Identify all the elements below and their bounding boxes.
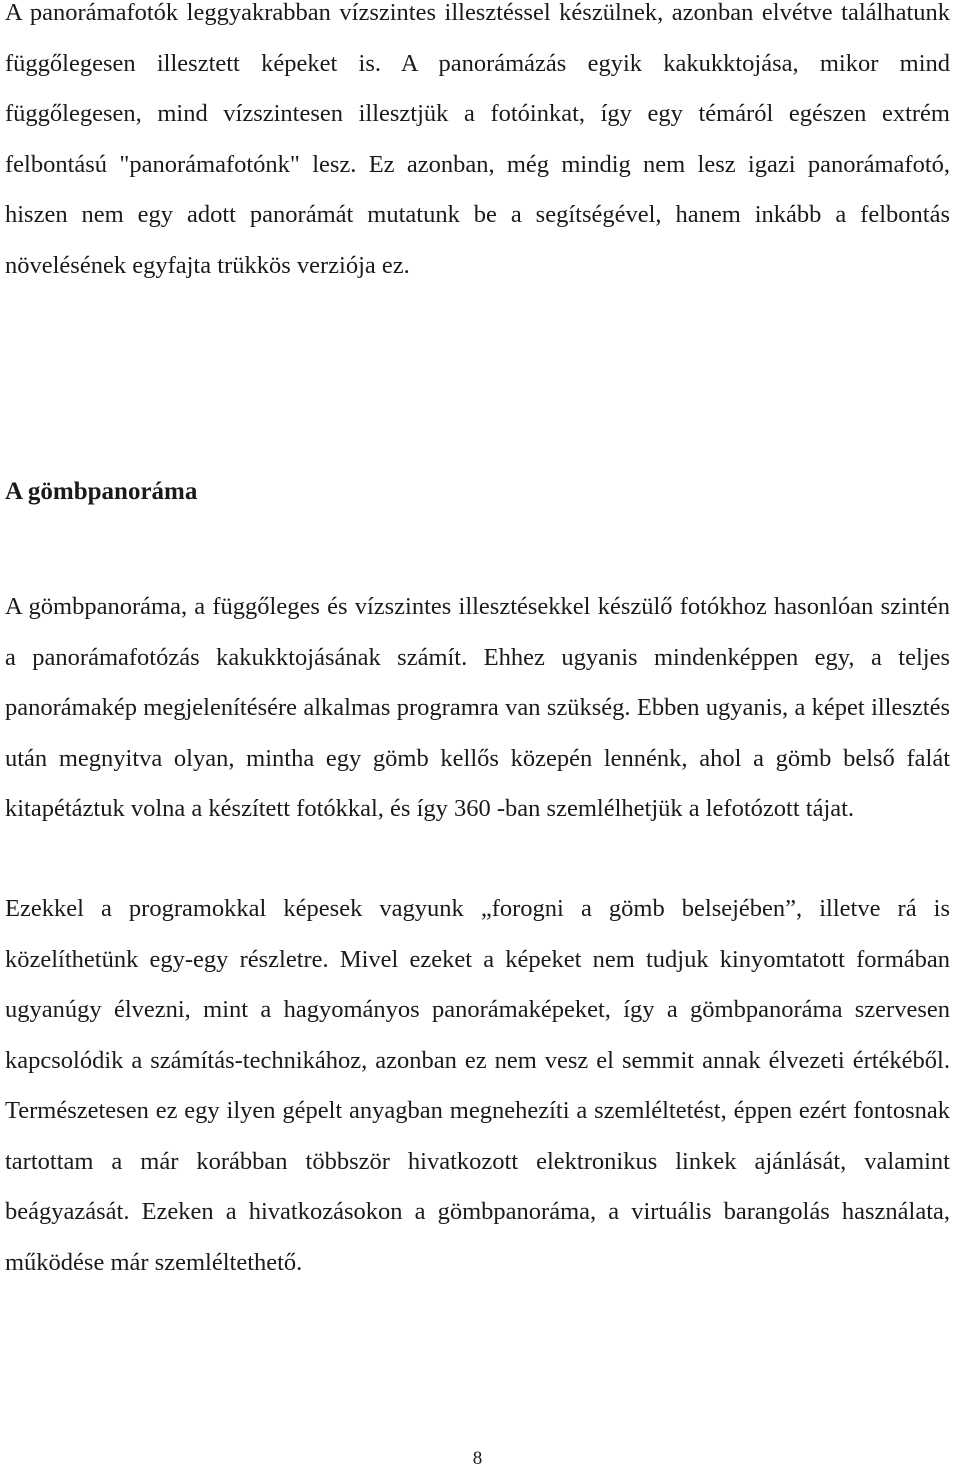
intro-paragraph: A panorámafotók leggyakrabban vízszintes illesztéssel készülnek, azonban elvétve találhatunk függőlegesen illesztett képeket is. A panorámázás egyik kakukktojása, mikor mind függőlegesen, mind vízszintesen illesztjük a fotóinkat, így egy témáról egészen extrém felbontású "panorámafotónk" lesz. Ez azonban, még mindig nem lesz igazi panorámafotó, hiszen nem egy adott panorámát mutatunk be a segítségével, hanem inkább a felbontás növelésének egyfajta trükkös verziója ez. <box>5 0 950 279</box>
section-heading: A gömbpanoráma <box>5 478 198 505</box>
page-number: 8 <box>472 1448 483 1469</box>
programs-paragraph: Ezekkel a programokkal képesek vagyunk „forogni a gömb belsejében”, illetve rá is közelíthetünk egy-egy részletre. Mivel ezeket a képeket nem tudjuk kinyomtatott formában ugyanúgy élvezni, mint a hagyományos panorámaképeket, így a gömbpanoráma szervesen kapcsolódik a számítás-technikához, azonban ez nem vesz el semmit annak élvezeti értékéből. Természetesen ez egy ilyen gépelt anyagban megnehezíti a szemléltetést, éppen ezért fontosnak tartottam a már korábban többször hivatkozott elektronikus linkek ajánlását, valamint beágyazását. Ezeken a hivatkozásokon a gömbpanoráma, a virtuális barangolás használata, működése már szemléltethető. <box>5 895 950 1276</box>
gombpanorama-paragraph: A gömbpanoráma, a függőleges és vízszintes illesztésekkel készülő fotókhoz hasonlóan szintén a panorámafotózás kakukktojásának számít. Ehhez ugyanis mindenképpen egy, a teljes panorámakép megjelenítésére alkalmas programra van szükség. Ebben ugyanis, a képet illesztés után megnyitva olyan, mintha egy gömb kellős közepén lennénk, ahol a gömb belső falát kitapétáztuk volna a készített fotókkal, és így 360 -ban szemlélhetjük a lefotózott tájat. <box>5 593 950 822</box>
